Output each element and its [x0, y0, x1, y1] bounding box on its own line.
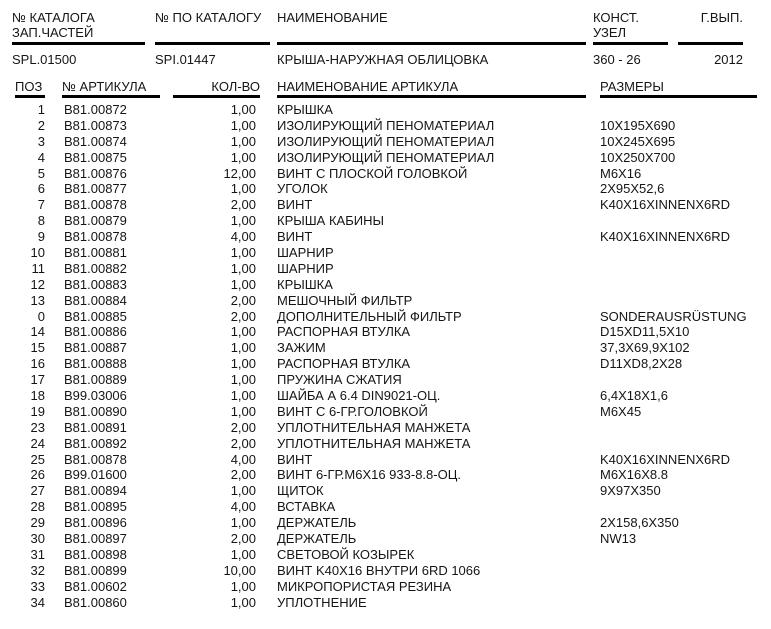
design-unit-label: [593, 10, 668, 40]
cell-size: D11XD8,2X28: [600, 356, 683, 372]
cell-article: B81.00879: [64, 213, 127, 229]
cell-article: B81.00882: [64, 260, 127, 276]
cell-name: ДЕРЖАТЕЛЬ: [277, 531, 357, 547]
cell-article: B81.00878: [64, 229, 127, 245]
table-row: [0, 595, 771, 611]
cell-name: УПЛОТНИТЕЛЬНАЯ МАНЖЕТА: [277, 435, 471, 451]
cell-size: D15XD11,5X10: [600, 324, 690, 340]
by-catalog-number-column: [155, 10, 270, 72]
cell-pos: 14: [30, 324, 45, 340]
cell-name: ШАЙБА А 6.4 DIN9021-ОЦ.: [277, 388, 441, 404]
cell-pos: 30: [30, 531, 45, 547]
table-row: [0, 404, 771, 420]
table-row: [0, 134, 771, 150]
column-header-qty-label: КОЛ-ВО: [211, 79, 260, 94]
cell-qty: 2,00: [230, 419, 256, 435]
table-row: [0, 372, 771, 388]
cell-name: ПРУЖИНА СЖАТИЯ: [277, 372, 402, 388]
column-header-name: [277, 79, 586, 101]
cell-qty: 1,00: [230, 388, 256, 404]
cell-article: B81.00883: [64, 276, 127, 292]
cell-article: B81.00889: [64, 372, 127, 388]
cell-article: B81.00887: [64, 340, 127, 356]
cell-pos: 0: [37, 308, 45, 324]
cell-qty: 4,00: [230, 499, 256, 515]
cell-size: K40X16XINNENX6RD: [600, 197, 731, 213]
design-unit-value: 360 - 26: [593, 52, 641, 67]
cell-article: B81.00897: [64, 531, 127, 547]
cell-qty: 2,00: [230, 308, 256, 324]
table-row: [0, 388, 771, 404]
cell-qty: 1,00: [230, 515, 256, 531]
header-rule: [678, 42, 743, 45]
cell-qty: 2,00: [230, 531, 256, 547]
cell-pos: 23: [30, 419, 45, 435]
cell-size: 6,4X18X1,6: [600, 388, 668, 404]
cell-size: 9X97X350: [600, 483, 661, 499]
cell-pos: 7: [37, 197, 45, 213]
cell-pos: 9: [37, 229, 45, 245]
column-rule: [62, 95, 160, 98]
cell-pos: 10: [30, 245, 45, 261]
cell-article: B81.00890: [64, 403, 127, 419]
table-row: [0, 340, 771, 356]
cell-size: 2X158,6X350: [600, 515, 679, 531]
design-unit-column: [593, 10, 668, 72]
header-rule: [155, 42, 270, 45]
table-row: [0, 277, 771, 293]
catalog-number-value: SPL.01500: [12, 52, 77, 67]
cell-size: 10X195X690: [600, 117, 676, 133]
cell-qty: 1,00: [230, 117, 256, 133]
cell-name: ВИНТ: [277, 451, 313, 467]
by-catalog-number-label: № ПО КАТАЛОГУ: [155, 10, 262, 25]
cell-pos: 34: [30, 594, 45, 610]
table-row: [0, 197, 771, 213]
cell-size: 2X95X52,6: [600, 181, 665, 197]
table-row: [0, 356, 771, 372]
cell-qty: 1,00: [230, 594, 256, 610]
table-row: [0, 166, 771, 182]
column-header-pos-label: ПОЗ: [15, 79, 43, 94]
catalog-number-label-line1: № КАТАЛОГА: [12, 10, 95, 25]
column-header-pos: [15, 79, 45, 101]
assembly-name-column: [277, 10, 586, 72]
cell-article: B81.00872: [64, 102, 127, 117]
catalog-number-label-line2: ЗАП.ЧАСТЕЙ: [12, 25, 94, 40]
header-rule: [593, 42, 668, 45]
cell-article: B99.03006: [64, 388, 127, 404]
cell-article: B81.00878: [64, 451, 127, 467]
cell-name: КРЫШКА: [277, 276, 333, 292]
design-unit-label-line2: УЗЕЛ: [593, 25, 627, 40]
table-row: [0, 245, 771, 261]
table-row: [0, 293, 771, 309]
column-header-name-label: НАИМЕНОВАНИЕ АРТИКУЛА: [277, 79, 459, 94]
cell-name: ВИНТ С ПЛОСКОЙ ГОЛОВКОЙ: [277, 165, 468, 181]
cell-pos: 6: [37, 181, 45, 197]
cell-name: УПЛОТНЕНИЕ: [277, 594, 367, 610]
cell-name: ВИНТ K40X16 ВНУТРИ 6RD 1066: [277, 562, 481, 578]
cell-name: УГОЛОК: [277, 181, 328, 197]
cell-name: ДОПОЛНИТЕЛЬНЫЙ ФИЛЬТР: [277, 308, 462, 324]
column-header-article-label: № АРТИКУЛА: [62, 79, 147, 94]
parts-table-body: [0, 102, 771, 611]
cell-pos: 26: [30, 467, 45, 483]
cell-pos: 8: [37, 213, 45, 229]
cell-name: ВИНТ: [277, 197, 313, 213]
column-rule: [15, 95, 45, 98]
cell-qty: 1,00: [230, 102, 256, 117]
table-row: [0, 213, 771, 229]
cell-pos: 15: [30, 340, 45, 356]
cell-name: ВИНТ С 6-ГР.ГОЛОВКОЙ: [277, 403, 428, 419]
cell-name: ДЕРЖАТЕЛЬ: [277, 515, 357, 531]
cell-pos: 33: [30, 578, 45, 594]
table-row: [0, 309, 771, 325]
cell-pos: 12: [30, 276, 45, 292]
cell-pos: 18: [30, 388, 45, 404]
cell-article: B81.00895: [64, 499, 127, 515]
column-header-qty: [173, 79, 260, 101]
cell-qty: 1,00: [230, 483, 256, 499]
design-unit-label-line1: КОНСТ.: [593, 10, 639, 25]
cell-article: B81.00881: [64, 245, 127, 261]
cell-pos: 31: [30, 546, 45, 562]
cell-pos: 4: [37, 149, 45, 165]
cell-name: СВЕТОВОЙ КОЗЫРЕК: [277, 546, 415, 562]
table-row: [0, 531, 771, 547]
cell-article: B81.00885: [64, 308, 127, 324]
cell-article: B81.00898: [64, 546, 127, 562]
cell-qty: 1,00: [230, 578, 256, 594]
cell-article: B81.00894: [64, 483, 127, 499]
cell-pos: 1: [37, 102, 45, 117]
table-row: [0, 436, 771, 452]
cell-name: РАСПОРНАЯ ВТУЛКА: [277, 324, 411, 340]
cell-qty: 1,00: [230, 324, 256, 340]
cell-pos: 11: [31, 260, 45, 276]
cell-article: B81.00860: [64, 594, 127, 610]
cell-name: ИЗОЛИРУЮЩИЙ ПЕНОМАТЕРИАЛ: [277, 133, 495, 149]
cell-name: МИКРОПОРИСТАЯ РЕЗИНА: [277, 578, 452, 594]
cell-article: B81.00876: [64, 165, 127, 181]
cell-article: B81.00896: [64, 515, 127, 531]
cell-article: B81.00888: [64, 356, 127, 372]
column-header-size-label: РАЗМЕРЫ: [600, 79, 664, 94]
table-row: [0, 467, 771, 483]
cell-name: ВИНТ: [277, 229, 313, 245]
cell-name: ЩИТОК: [277, 483, 324, 499]
cell-qty: 10,00: [223, 562, 256, 578]
cell-pos: 29: [30, 515, 45, 531]
table-row: [0, 420, 771, 436]
cell-article: B81.00873: [64, 117, 127, 133]
cell-pos: 3: [37, 133, 45, 149]
table-row: [0, 102, 771, 118]
cell-name: ИЗОЛИРУЮЩИЙ ПЕНОМАТЕРИАЛ: [277, 117, 495, 133]
cell-pos: 25: [30, 451, 45, 467]
cell-size: 10X250X700: [600, 149, 676, 165]
cell-size: 37,3X69,9X102: [600, 340, 690, 356]
cell-pos: 19: [30, 403, 45, 419]
cell-article: B81.00892: [64, 435, 127, 451]
cell-size: M6X45: [600, 403, 642, 419]
cell-pos: 13: [30, 292, 45, 308]
table-row: [0, 118, 771, 134]
cell-name: КРЫШКА: [277, 102, 333, 117]
assembly-name-value: КРЫША-НАРУЖНАЯ ОБЛИЦОВКА: [277, 52, 489, 67]
table-row: [0, 324, 771, 340]
cell-pos: 27: [30, 483, 45, 499]
cell-qty: 1,00: [230, 546, 256, 562]
cell-qty: 1,00: [230, 356, 256, 372]
production-year-label: Г.ВЫП.: [700, 10, 743, 25]
column-rule: [600, 95, 757, 98]
cell-article: B81.00875: [64, 149, 127, 165]
production-year-value: 2012: [714, 52, 743, 67]
cell-qty: 1,00: [230, 149, 256, 165]
table-row: [0, 563, 771, 579]
cell-qty: 1,00: [230, 372, 256, 388]
cell-size: K40X16XINNENX6RD: [600, 229, 731, 245]
cell-name: ИЗОЛИРУЮЩИЙ ПЕНОМАТЕРИАЛ: [277, 149, 495, 165]
cell-qty: 1,00: [230, 340, 256, 356]
cell-pos: 2: [37, 117, 45, 133]
table-row: [0, 499, 771, 515]
cell-article: B81.00874: [64, 133, 127, 149]
cell-qty: 2,00: [230, 292, 256, 308]
header-rule: [12, 42, 145, 45]
column-header-article: [62, 79, 160, 101]
column-rule: [277, 95, 586, 98]
table-row: [0, 579, 771, 595]
cell-pos: 17: [30, 372, 45, 388]
cell-qty: 2,00: [230, 467, 256, 483]
cell-name: РАСПОРНАЯ ВТУЛКА: [277, 356, 411, 372]
cell-name: ЗАЖИМ: [277, 340, 326, 356]
cell-name: МЕШОЧНЫЙ ФИЛЬТР: [277, 292, 413, 308]
assembly-name-label: НАИМЕНОВАНИЕ: [277, 10, 388, 25]
cell-qty: 4,00: [230, 229, 256, 245]
cell-size: M6X16X8.8: [600, 467, 668, 483]
cell-name: КРЫША КАБИНЫ: [277, 213, 384, 229]
cell-pos: 28: [30, 499, 45, 515]
cell-size: K40X16XINNENX6RD: [600, 451, 731, 467]
table-row: [0, 181, 771, 197]
cell-article: B81.00899: [64, 562, 127, 578]
table-row: [0, 229, 771, 245]
table-row: [0, 261, 771, 277]
catalog-number-label: [12, 10, 145, 40]
cell-size: NW13: [600, 531, 637, 547]
cell-pos: 5: [37, 165, 45, 181]
cell-qty: 2,00: [230, 197, 256, 213]
table-row: [0, 452, 771, 468]
cell-qty: 1,00: [230, 133, 256, 149]
cell-size: M6X16: [600, 165, 642, 181]
cell-article: B81.00877: [64, 181, 127, 197]
cell-qty: 1,00: [230, 213, 256, 229]
catalog-number-column: [12, 10, 145, 72]
cell-size: SONDERAUSRÜSTUNG: [600, 308, 747, 324]
cell-article: B81.00878: [64, 197, 127, 213]
cell-qty: 1,00: [230, 181, 256, 197]
cell-name: ШАРНИР: [277, 260, 334, 276]
cell-qty: 1,00: [230, 276, 256, 292]
production-year-column: [678, 10, 743, 72]
cell-name: УПЛОТНИТЕЛЬНАЯ МАНЖЕТА: [277, 419, 471, 435]
cell-qty: 1,00: [230, 245, 256, 261]
cell-pos: 16: [30, 356, 45, 372]
cell-article: B81.00886: [64, 324, 127, 340]
table-row: [0, 515, 771, 531]
cell-article: B81.00891: [64, 419, 127, 435]
table-row: [0, 483, 771, 499]
cell-pos: 24: [30, 435, 45, 451]
column-header-size: [600, 79, 757, 101]
cell-name: ВИНТ 6-ГР.M6X16 933-8.8-ОЦ.: [277, 467, 461, 483]
cell-name: ШАРНИР: [277, 245, 334, 261]
cell-article: B99.01600: [64, 467, 127, 483]
table-row: [0, 547, 771, 563]
by-catalog-number-value: SPI.01447: [155, 52, 216, 67]
cell-qty: 4,00: [230, 451, 256, 467]
cell-size: 10X245X695: [600, 133, 676, 149]
column-rule: [173, 95, 260, 98]
cell-name: ВСТАВКА: [277, 499, 336, 515]
cell-qty: 1,00: [230, 260, 256, 276]
cell-pos: 32: [30, 562, 45, 578]
cell-article: B81.00884: [64, 292, 127, 308]
cell-article: B81.00602: [64, 578, 127, 594]
header-rule: [277, 42, 586, 45]
cell-qty: 12,00: [223, 165, 256, 181]
table-row: [0, 150, 771, 166]
cell-qty: 1,00: [230, 403, 256, 419]
cell-qty: 2,00: [230, 435, 256, 451]
